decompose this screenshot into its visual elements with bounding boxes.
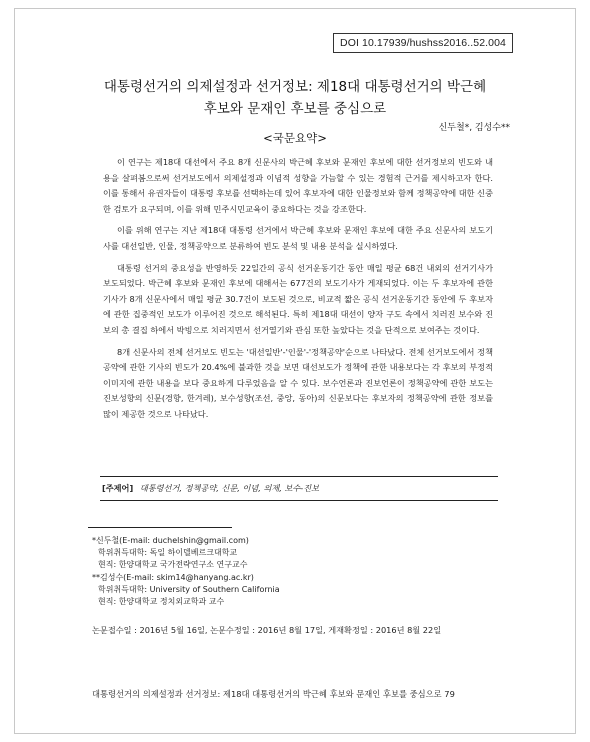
footnote-divider	[88, 527, 232, 528]
footnote-line: 현직: 한양대학교 국가전략연구소 연구교수	[98, 560, 248, 570]
keywords-values: 대통령선거, 정책공약, 신문, 이념, 의제, 보수-진보	[139, 483, 320, 493]
footnote-line: 현직: 한양대학교 정치외교학과 교수	[98, 597, 225, 607]
footnote-line: **김성수(E-mail: skim14@hanyang.ac.kr)	[92, 572, 254, 582]
footnote-line: 학위취득대학: 독일 하이델베르크대학교	[98, 548, 238, 558]
doi-label: DOI 10.17939/hushss2016..52.004	[333, 33, 513, 53]
paper-title	[80, 76, 510, 120]
abstract-paragraph: 8개 신문사의 전체 선거보도 빈도는 '대선일반'-'인물'-'정책공약'순으로 나타났다. 전체 선거보도에서 정책공약에 관한 기사의 빈도가 20.4%에 불과한 것을 보면 대선보도가 정책에 관한 내용보다는 각 후보의 부정적 이미지에 관한 내용을 보다 중요하게 다루었음을 알 수 있다. 보수언론과 진보언론이 정책공약에 관한 보도는 진보성향의 신문(경향, 한겨레), 보수성향(조선, 중앙, 동아)의 신문보다는 후보자의 정책공약에 관한 정보를 많이 제공한 것으로 나타났다.	[103, 346, 493, 419]
title-line-2: 후보와 문재인 후보를 중심으로	[203, 101, 387, 117]
author-footnotes	[92, 535, 512, 608]
submission-dates: 논문접수일 : 2016년 5월 16일, 논문수정일 : 2016년 8월 17일, 게재확정일 : 2016년 8월 22일	[92, 625, 442, 635]
running-footer: 대통령선거의 의제설정과 선거정보: 제18대 대통령선거의 박근혜 후보와 문재인 후보를 중심으로 79	[92, 689, 455, 699]
abstract-paragraph: 이 연구는 제18대 대선에서 주요 8개 신문사의 박근혜 후보와 문재인 후보에 대한 선거정보의 빈도와 내용을 살펴봄으로써 선거보도에서 의제설정과 이념적 성향을 가늠할 수 있는 경험적 근거를 제시하고자 한다. 이를 통해서 유권자들이 대통령 후보를 선택하는데 있어 후보자에 대한 인물정보와 함께 정책공약에 대한 신중한 검토가 요구되며, 이를 위해 민주시민교육이 중요하다는 것을 강조한다.	[103, 157, 493, 214]
keywords-label: [주제어]	[102, 483, 134, 493]
abstract-paragraph: 이를 위해 연구는 지난 제18대 대통령 선거에서 박근혜 후보와 문재인 후보에 대한 주요 신문사의 보도기사를 대선일반, 인물, 정책공약으로 분류하여 빈도 분석 및 내용 분석을 실시하였다.	[103, 225, 493, 251]
keywords-box	[100, 476, 498, 501]
author-names: 신두철*, 김성수**	[438, 123, 510, 133]
abstract-body	[103, 155, 493, 429]
abstract-paragraph: 대통령 선거의 중요성을 반영하듯 22일간의 공식 선거운동기간 동안 매일 평균 68건 내외의 선거기사가 보도되었다. 박근혜 후보와 문재인 후보에 대해서는 677건의 보도기사가 게재되었다. 이는 두 후보자에 관한 기사가 8개 신문사에서 매일 평균 30.7건이 보도된 것으로, 비교적 짧은 공식 선거운동기간 동안에 두 후보자에 관한 집중적인 보도가 이루어진 것으로 해석된다. 특히 제18대 대선이 양자 구도 속에서 치러진 보수와 진보의 총 결집 하에서 박빙으로 치러지면서 선거열기와 관심 또한 높았다는 것을 단적으로 보여주는 것이다.	[103, 262, 493, 335]
footnote-line: 학위취득대학: University of Southern California	[98, 584, 280, 594]
title-line-1: 대통령선거의 의제설정과 선거정보: 제18대 대통령선거의 박근혜	[103, 79, 487, 95]
footnote-line: *신두철(E-mail: duchelshin@gmail.com)	[92, 536, 249, 545]
abstract-heading: <국문요약>	[263, 131, 327, 145]
